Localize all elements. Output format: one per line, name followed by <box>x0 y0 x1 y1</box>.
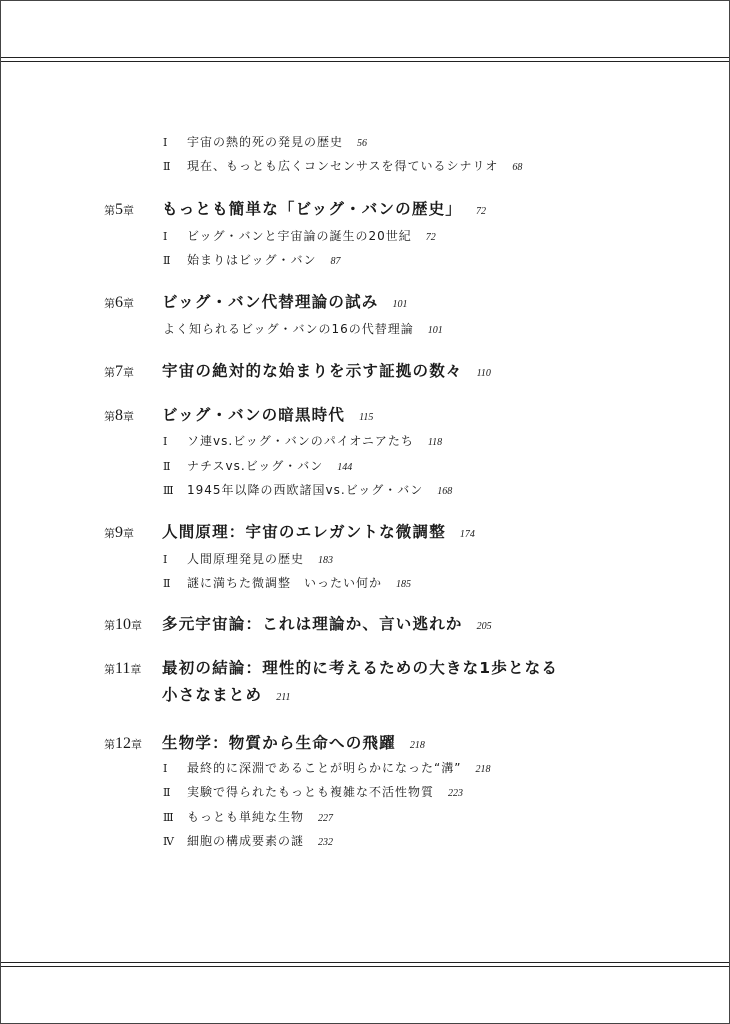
chapter-number: 第6章 <box>104 294 134 311</box>
toc-chapter <box>104 612 492 634</box>
section-numeral: Ⅱ <box>163 786 172 799</box>
toc-section <box>163 227 436 244</box>
section-title: 細胞の構成要素の謎 <box>187 834 305 848</box>
page-number: 218 <box>475 764 491 775</box>
page-number: 205 <box>476 621 492 632</box>
chapter-number: 第5章 <box>104 201 134 218</box>
section-title: ナチスvs.ビッグ・バン <box>187 459 324 473</box>
page-number: 72 <box>425 232 436 243</box>
toc-chapter <box>104 520 475 542</box>
page-number: 72 <box>475 206 486 217</box>
toc-chapter <box>104 197 486 219</box>
section-title: 始まりはビッグ・バン <box>187 253 317 267</box>
toc-section <box>163 550 333 567</box>
toc-section <box>163 157 522 174</box>
section-numeral: Ⅰ <box>163 136 169 149</box>
toc-section <box>163 808 333 825</box>
page-number: 68 <box>512 162 523 173</box>
section-numeral: Ⅱ <box>163 254 172 267</box>
section-title: 現在、もっとも広くコンセンサスを得ているシナリオ <box>187 159 499 173</box>
chapter-title: 生物学：物質から生命への飛躍 <box>162 734 396 752</box>
page-number: 223 <box>448 788 464 799</box>
section-numeral: Ⅰ <box>163 230 169 243</box>
page-number: 87 <box>330 256 341 267</box>
toc-section <box>163 320 443 337</box>
page-number: 174 <box>459 529 475 540</box>
toc-section <box>163 457 352 474</box>
page-number: 118 <box>427 437 443 448</box>
page-number: 232 <box>318 837 334 848</box>
chapter-title: ビッグ・バンの暗黒時代 <box>162 406 346 424</box>
chapter-number: 第8章 <box>104 407 134 424</box>
toc-section <box>163 481 452 498</box>
toc-section <box>163 759 490 776</box>
toc-section <box>163 574 411 591</box>
chapter-title: 宇宙の絶対的な始まりを示す証拠の数々 <box>162 362 463 380</box>
section-numeral: Ⅱ <box>163 577 172 590</box>
section-title: ビッグ・バンと宇宙論の誕生の20世紀 <box>187 229 412 243</box>
page-number: 144 <box>337 462 353 473</box>
chapter-number: 第11章 <box>104 660 142 677</box>
page-number: 56 <box>357 138 368 149</box>
chapter-title: 人間原理：宇宙のエレガントな微調整 <box>162 523 446 541</box>
toc-section <box>163 832 333 849</box>
section-title: もっとも単純な生物 <box>187 810 305 824</box>
section-title: 実験で得られたもっとも複雑な不活性物質 <box>187 785 435 799</box>
toc-chapter <box>104 290 407 312</box>
page-number: 211 <box>276 692 291 703</box>
page-number: 168 <box>437 486 453 497</box>
toc-section <box>163 133 367 150</box>
section-title: ソ連vs.ビッグ・バンのパイオニアたち <box>187 434 414 448</box>
page-number: 218 <box>409 740 425 751</box>
page-number: 101 <box>392 299 408 310</box>
section-numeral: Ⅰ <box>163 553 169 566</box>
page-number: 185 <box>396 579 412 590</box>
page-number: 101 <box>427 325 443 336</box>
page-number: 110 <box>476 368 491 379</box>
toc-chapter <box>104 656 558 678</box>
page-number: 227 <box>318 813 334 824</box>
chapter-number: 第12章 <box>104 735 142 752</box>
chapter-number: 第9章 <box>104 524 134 541</box>
chapter-title: 最初の結論：理性的に考えるための大きな1歩となる <box>162 659 559 677</box>
toc-chapter <box>104 403 373 425</box>
section-title: 1945年以降の西欧諸国vs.ビッグ・バン <box>187 483 424 497</box>
section-title: 人間原理発見の歴史 <box>187 552 305 566</box>
toc-section <box>163 251 341 268</box>
page-number: 115 <box>359 412 374 423</box>
section-numeral: Ⅳ <box>163 835 175 848</box>
chapter-title-line-2: 小さなまとめ <box>162 686 263 704</box>
toc-chapter <box>104 731 425 753</box>
section-title: 宇宙の熱的死の発見の歴史 <box>187 135 344 149</box>
section-title: よく知られるビッグ・バンの16の代替理論 <box>163 322 414 336</box>
toc-section <box>163 783 463 800</box>
chapter-number: 第10章 <box>104 616 142 633</box>
section-title: 謎に満ちた微調整 いったい何か <box>187 576 383 590</box>
chapter-number: 第7章 <box>104 363 134 380</box>
chapter-title: もっとも簡単な「ビッグ・バンの歴史」 <box>162 200 462 218</box>
section-numeral: Ⅰ <box>163 435 169 448</box>
section-numeral: Ⅲ <box>163 811 175 824</box>
chapter-title-continuation <box>162 683 290 705</box>
chapter-title: 多元宇宙論：これは理論か、言い逃れか <box>162 615 463 633</box>
toc-chapter <box>104 359 491 381</box>
section-title: 最終的に深淵であることが明らかになった“溝” <box>187 761 462 775</box>
page-number: 183 <box>318 555 334 566</box>
chapter-title: ビッグ・バン代替理論の試み <box>162 293 379 311</box>
section-numeral: Ⅲ <box>163 484 175 497</box>
toc-section <box>163 432 442 449</box>
section-numeral: Ⅱ <box>163 160 172 173</box>
section-numeral: Ⅰ <box>163 762 169 775</box>
section-numeral: Ⅱ <box>163 460 172 473</box>
